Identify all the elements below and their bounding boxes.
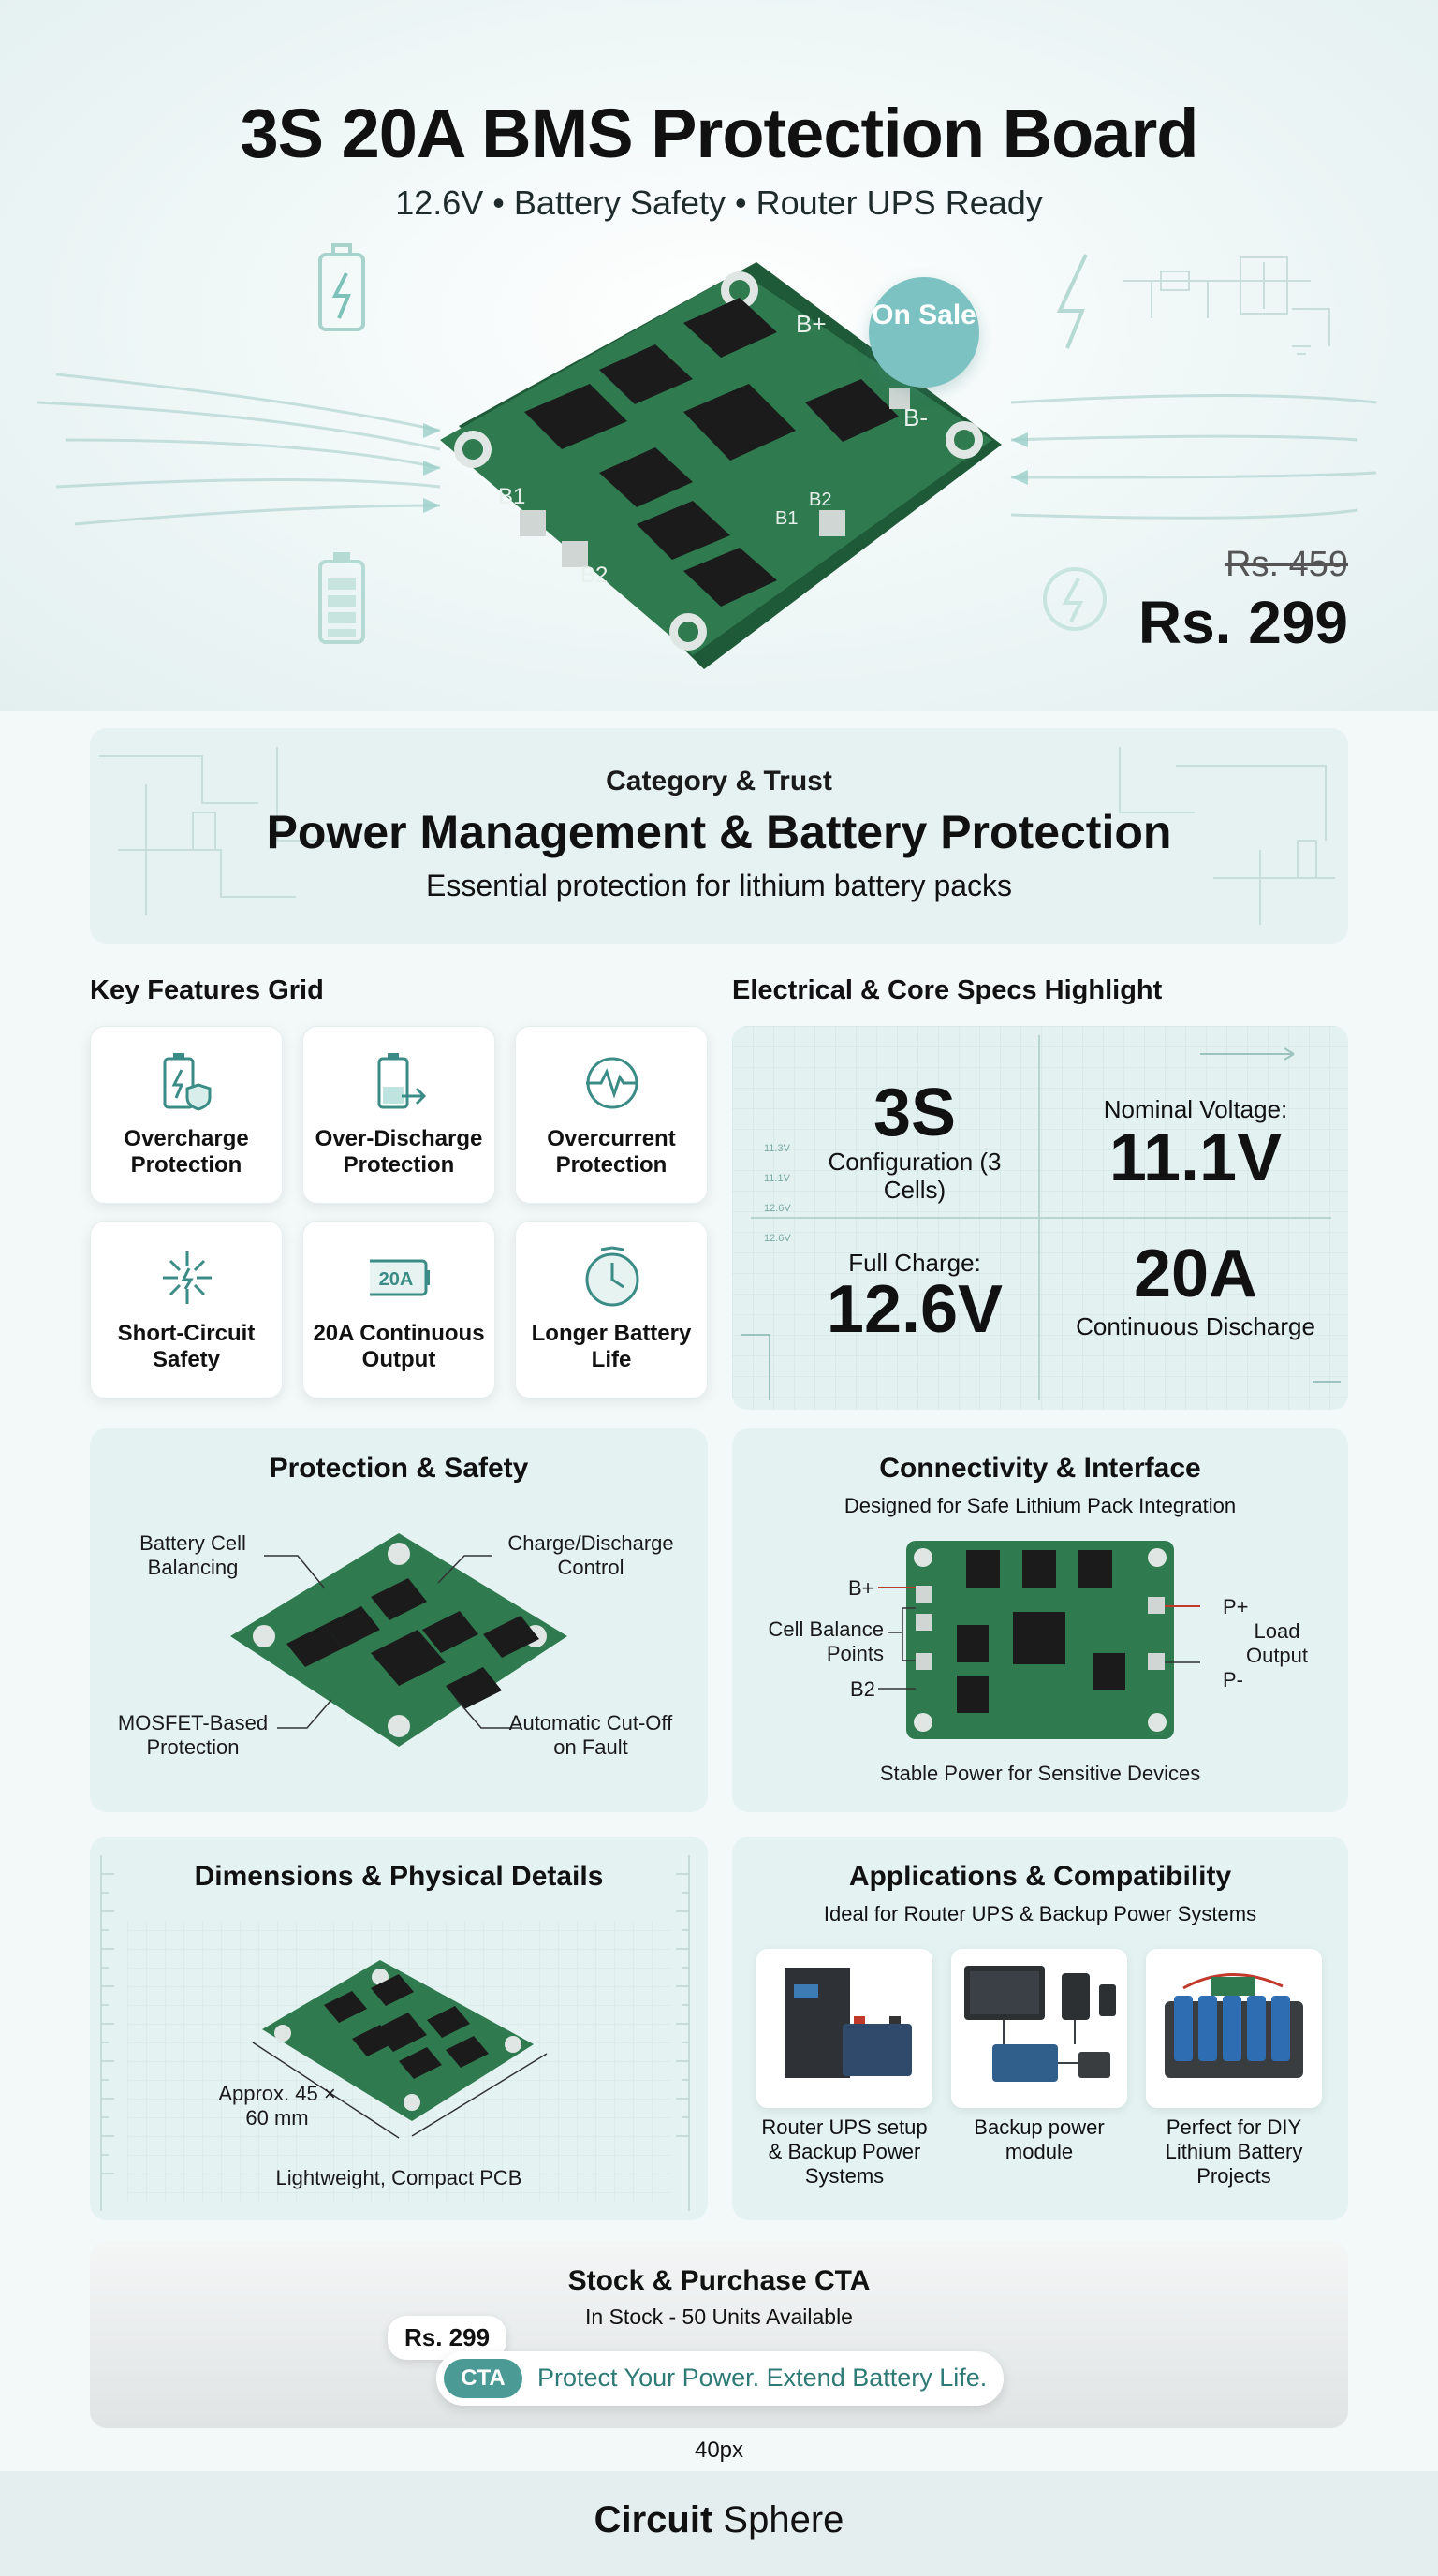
pcb-label-b2: B2 [580,563,609,588]
specs-panel [732,1026,1348,1410]
pcb-label-b1-right: B1 [775,508,799,529]
cta-title: Stock & Purchase CTA [567,2265,871,2296]
label-p-plus: P+ [1223,1595,1249,1618]
svg-text:11.1V: 11.1V [764,1173,790,1184]
label-cell-balancing: Battery Cell Balancing [139,1531,246,1579]
cta-button[interactable] [436,2351,1004,2406]
nominal-voltage-label: Nominal Voltage: [1103,1095,1288,1123]
purchase-cta [90,2241,1348,2428]
pulse-icon [582,1049,642,1115]
app-text-router-ups: Router UPS setup & Backup Power Systems [761,2115,928,2188]
connectivity-subtitle: Designed for Safe Lithium Pack Integration [844,1494,1237,1517]
nominal-voltage-value: 11.1V [1108,1120,1283,1195]
discharge-label: Continuous Discharge [1076,1312,1315,1340]
feature-text: Short-Circuit Safety [117,1321,256,1372]
trust-subheading: Essential protection for lithium battery packs [425,869,1013,902]
stock-status: In Stock - 50 Units Available [585,2305,853,2329]
label-charge-control: Charge/Discharge Control [507,1531,674,1579]
schematic-decoration [1123,257,1329,354]
power-circle-icon [1045,569,1105,629]
feature-card-20a [302,1221,495,1398]
brand-part1: Circuit [594,2499,713,2540]
trust-heading: Power Management & Battery Protection [266,806,1172,858]
lightning-icon [1060,255,1086,348]
config-label: Configuration (3 Cells) [828,1148,1002,1204]
hero [0,0,1438,711]
brand-logo [0,2499,1438,2541]
battery-shield-icon [157,1049,217,1115]
feature-card-overdischarge [302,1026,495,1204]
battery-20a-icon [370,1244,430,1310]
pcb-label-bminus: B- [903,403,928,432]
old-price: Rs. 459 [1225,545,1348,584]
feature-text: 20A Continuous Output [313,1321,485,1372]
clock-icon [582,1244,642,1310]
applications-panel [732,1837,1348,2220]
feature-card-longer-life [515,1221,708,1398]
spacing-note: 40px [694,2437,744,2463]
cta-badge: CTA [444,2359,522,2398]
label-auto-cutoff: Automatic Cut-Off on Fault [508,1711,673,1759]
dimensions-panel [90,1837,708,2220]
battery-full-icon [320,552,363,642]
label-b-plus: B+ [848,1576,874,1600]
specs-label: Electrical & Core Specs Highlight [732,975,1163,1005]
backup-devices-icon [951,1949,1127,2108]
label-p-minus: P- [1223,1668,1243,1691]
label-b2: B2 [850,1677,875,1701]
page-title: 3S 20A BMS Protection Board [240,95,1198,172]
discharge-value: 20A [1133,1237,1258,1311]
app-card-backup-module [951,1949,1127,2108]
category-trust-banner [90,728,1348,944]
ups-device-icon [756,1949,932,2108]
svg-text:11.3V: 11.3V [764,1143,790,1154]
battery-charge-icon [320,245,363,329]
feature-text: Overcharge Protection [124,1126,249,1178]
dimensions-size: Approx. 45 × 60 mm [218,2082,336,2130]
cta-message: Protect Your Power. Extend Battery Life. [537,2364,988,2392]
label-load-output: Load Output [1245,1619,1309,1667]
connectivity-title: Connectivity & Interface [879,1453,1201,1484]
pcb-label-b1: B1 [498,484,526,509]
spark-burst-icon [157,1244,217,1310]
battery-discharge-icon [370,1049,430,1115]
app-text-diy-projects: Perfect for DIY Lithium Battery Projects [1165,2115,1303,2188]
app-text-backup-module: Backup power module [974,2115,1105,2163]
battery-pack-icon [1146,1949,1322,2108]
dimensions-title: Dimensions & Physical Details [194,1861,604,1892]
protection-panel [90,1428,708,1812]
feature-card-overcurrent [515,1026,708,1204]
brand-part2: Sphere [712,2499,844,2540]
trust-kicker: Category & Trust [606,766,832,797]
on-sale-badge: On Sale [869,277,979,388]
feature-text: Over-Discharge Protection [315,1126,483,1178]
page-subtitle: 12.6V • Battery Safety • Router UPS Ready [395,183,1043,222]
label-cell-balance-points: Cell Balance Points [768,1617,884,1665]
config-value: 3S [873,1076,957,1150]
full-charge-label: Full Charge: [848,1249,981,1277]
pcb-label-bplus: B+ [796,310,827,338]
protection-title: Protection & Safety [269,1453,529,1484]
feature-card-short-circuit [90,1221,283,1398]
current-price: Rs. 299 [1137,589,1348,656]
feature-text: Longer Battery Life [531,1321,692,1372]
app-card-diy-projects [1146,1949,1322,2108]
dimensions-footer: Lightweight, Compact PCB [275,2166,522,2189]
applications-title: Applications & Compatibility [848,1861,1232,1892]
svg-text:12.6V: 12.6V [764,1233,791,1244]
connectivity-panel [732,1428,1348,1812]
feature-text: Overcurrent Protection [547,1126,676,1178]
full-charge-value: 12.6V [826,1272,1004,1347]
applications-subtitle: Ideal for Router UPS & Backup Power Systems [823,1902,1257,1925]
svg-text:12.6V: 12.6V [764,1203,791,1214]
svg-text:20A: 20A [378,1269,414,1290]
cta-price: Rs. 299 [388,2316,506,2360]
connectivity-footer: Stable Power for Sensitive Devices [879,1762,1201,1785]
features-label: Key Features Grid [90,975,324,1005]
feature-card-overcharge [90,1026,283,1204]
app-card-router-ups [756,1949,932,2108]
pcb-label-b2-right: B2 [809,490,832,510]
dimensions-diagram [90,1837,708,2220]
label-mosfet: MOSFET-Based Protection [117,1711,269,1759]
